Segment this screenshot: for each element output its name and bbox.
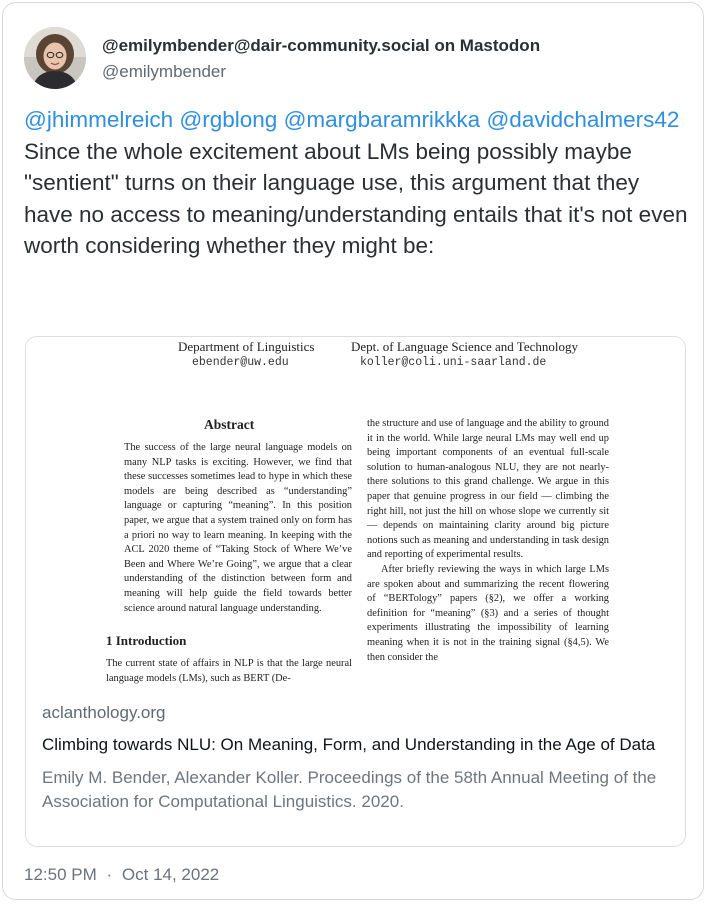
right-column-paragraph-1: the structure and use of language and the ability to ground it in the world. While large neural LMs may well end up being important components of an eventual full-scale solution to human-analogous NLU, they are not nearly-there solutions to this grand challenge. We argue in this paper that genuine progress in our field — climbing the right hill, not just the hill on whose slope we currently sit — depends on maintaining clarity around big picture notions such as meaning and understanding in task design and reporting of experimental results. [367,418,609,561]
abstract-heading: Abstract [204,417,255,432]
abstract-text: The success of the large neural language models on many NLP tasks is exciting. However, we find that these successes sometimes lead to hype in which these models are being described as “understanding” language or capturing “meaning”. In this position paper, we argue that a system trained only on form has a priori no way to learn meaning. In keeping with the ACL 2020 theme of “Taking Stock of Where We’ve Been and Where We’re Going”, we argue that a clear understanding of the distinction between form and meaning will help guide the field towards better science around natural language understanding. [124,442,352,614]
mention-rgblong[interactable]: @rgblong [179,107,278,132]
link-preview-card[interactable] [25,336,686,847]
post-date: Oct 14, 2022 [121,865,220,884]
section-heading: 1 Introduction [106,633,187,648]
intro-text: The current state of affairs in NLP is that the large neural language models (LMs), such as BERT (De- [106,658,352,684]
link-domain: aclanthology.org [42,703,166,722]
affiliation-right: Dept. of Language Science and Technology [351,339,578,354]
post-card [2,2,704,900]
timestamp-separator: · [106,865,113,884]
author-display-name[interactable]: @emilymbender@dair-community.social on Mastodon [102,36,541,55]
author-handle[interactable]: @emilymbender [102,62,227,81]
paper-preview-image [26,337,685,691]
avatar-photo-icon [24,27,86,89]
post-timestamp[interactable] [24,865,219,885]
post-body [24,104,694,262]
email-right: koller@coli.uni-saarland.de [360,356,547,369]
mention-jhimmelreich[interactable]: @jhimmelreich [24,107,174,132]
email-left: ebender@uw.edu [192,356,289,369]
mention-margbaramrikkka[interactable]: @margbaramrikkka [283,107,481,132]
right-column-paragraph-2: After briefly reviewing the ways in which large LMs are spoken about and summarizing the recent flowering of “BERTology” papers (§2), we offer a working definition for “meaning” (§3) and a series of thought experiments illustrating the impossibility of learning meaning when it is not in the training signal (§4,5). We then consider the [367,563,609,663]
link-title[interactable]: Climbing towards NLU: On Meaning, Form, and Understanding in the Age of Data [42,735,656,754]
post-time: 12:50 PM [24,865,97,884]
link-description: Emily M. Bender, Alexander Koller. Proceedings of the 58th Annual Meeting of the Association for Computational Linguistics. 2020. [42,767,657,811]
link-info [26,691,685,815]
affiliation-left: Department of Linguistics [178,339,315,354]
mention-davidchalmers42[interactable]: @davidchalmers42 [486,107,680,132]
avatar[interactable] [24,27,86,89]
right-column-text [367,417,609,665]
post-text: Since the whole excitement about LMs being possibly maybe "sentient" turns on their language use, this argument that they have no access to meaning/understanding entails that it's not even worth considering whether they might be: [24,138,688,258]
